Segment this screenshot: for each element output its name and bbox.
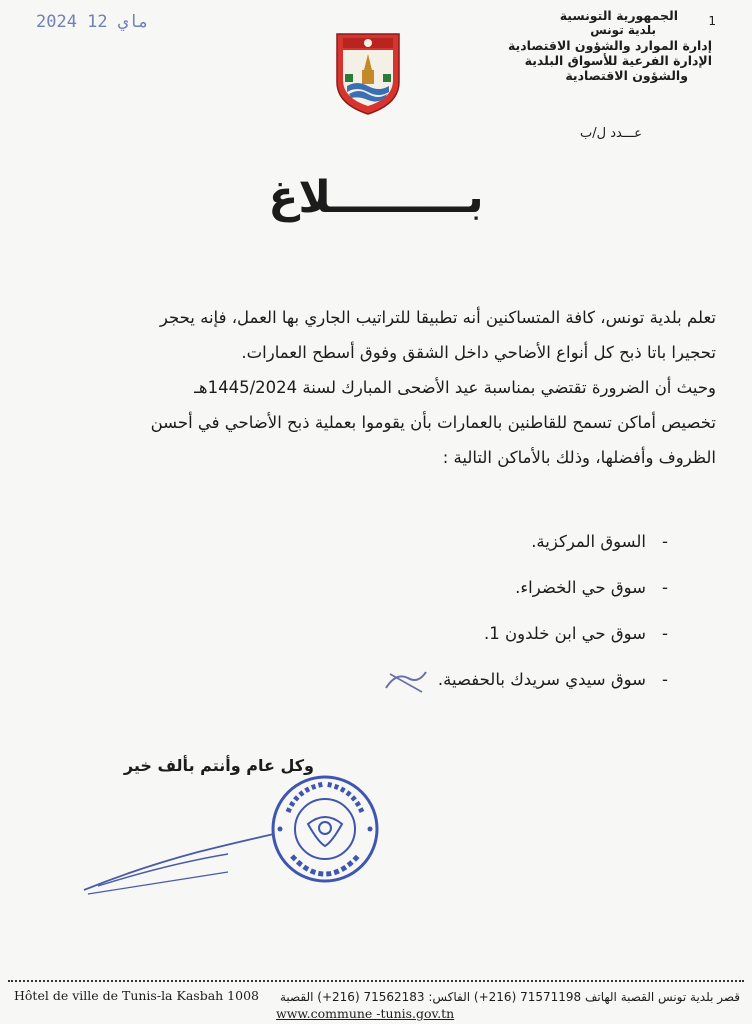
letterhead <box>442 8 712 83</box>
official-seal-icon <box>268 772 382 886</box>
list-item: -السوق المركزية. <box>531 532 668 551</box>
closing-greeting: وكل عام وأنتم بألف خير <box>123 756 314 775</box>
body-line: الظروف وأفضلها، وذلك بالأماكن التالية : <box>442 448 716 467</box>
footer-divider <box>8 980 744 982</box>
list-item-text: سوق سيدي سريدك بالحفصية. <box>437 670 646 689</box>
list-item: -سوق حي الخضراء. <box>515 578 668 597</box>
footer-website: www.commune -tunis.gov.tn <box>276 1006 455 1021</box>
list-item-text: سوق حي الخضراء. <box>515 578 646 597</box>
list-item: -سوق سيدي سريدك بالحفصية. <box>437 670 668 689</box>
body-line: وحيث أن الضرورة تقتضي بمناسبة عيد الأضحى المبارك لسنة 1445/2024هـ <box>194 378 716 397</box>
letterhead-line: بلدية تونس <box>590 23 656 37</box>
date-stamp: 2024 12 ماي <box>36 12 149 32</box>
notice-body <box>76 300 716 475</box>
body-line: تعلم بلدية تونس، كافة المتساكنين أنه تطبيقا للتراتيب الجاري بها العمل، فإنه يحجر <box>159 308 716 327</box>
reference-number: عـــدد ل/ب <box>580 126 642 141</box>
letterhead-line: والشؤون الاقتصادية <box>565 68 688 83</box>
list-item-text: سوق حي ابن خلدون 1. <box>484 624 646 643</box>
notice-title: بـــــــــلاغ <box>268 172 484 223</box>
list-item-text: السوق المركزية. <box>531 532 646 551</box>
letterhead-line: إدارة الموارد والشؤون الاقتصادية <box>507 38 712 53</box>
letterhead-line: الجمهورية التونسية <box>559 8 678 23</box>
letterhead-line: الإدارة الفرعية للأسواق البلدية <box>524 53 712 68</box>
footer-address-ar: قصر بلدية تونس القصبة الهاتف 71571198 (216+) الفاكس: 71562183 (216+) القصبة <box>279 990 740 1004</box>
footer-address-fr: Hôtel de ville de Tunis-la Kasbah 1008 <box>14 988 259 1003</box>
list-item: -سوق حي ابن خلدون 1. <box>484 624 668 643</box>
body-line: تخصيص أماكن تسمح للقاطنين بالعمارات بأن يقوموا بعملية ذبح الأضاحي في أحسن <box>150 413 716 432</box>
body-line: تحجيرا باتا ذبح كل أنواع الأضاحي داخل الشقق وفوق أسطح العمارات. <box>241 343 716 362</box>
municipality-emblem-icon <box>333 30 403 116</box>
header-mark: 1 <box>708 14 716 28</box>
signature-icon <box>78 828 278 898</box>
handwritten-tick-icon <box>382 664 430 698</box>
